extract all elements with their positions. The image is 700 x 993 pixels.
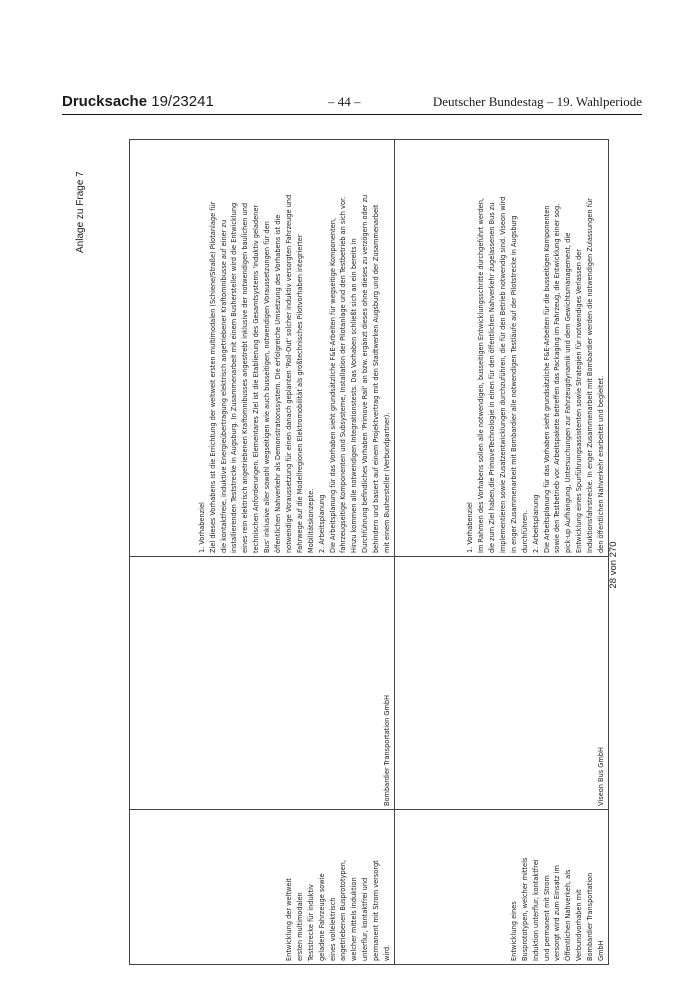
rotated-page-content [75,140,640,965]
text-line: GmbH [597,940,606,961]
text-line: Ziel dieses Vorhabens ist die Errichtung der weltweit ersten multimodalen (Schiene/Straße) Pilotanlage für [208,201,217,553]
page-count: 28 von 270 [608,541,619,589]
text-line: Öffentlichen Nahverkeh, als [564,869,573,961]
text-line: eines vollelektrisch [328,897,337,961]
text-line: versorgt wird zum Einsatz im [553,865,562,961]
text-line: pick-up Aufhängung, Untersuchungen zur Fahrzeugdynamik und dem Gewichtsmanagement, die [564,232,573,553]
partner-cell [130,557,395,810]
project-description [465,143,607,553]
description-cell [130,140,395,557]
description-cell [395,140,609,557]
project-title-cell [395,810,609,965]
text-line: geladene Fahrzeuge sowie [317,873,326,961]
text-line: 1. Vorhabenziel [197,502,206,553]
running-header [62,93,642,113]
header-rule [62,114,642,115]
publication-label [62,93,214,110]
text-line: Fahrwege auf die Modellregionen Elektromobilität als großtechnisches Pilotvorhaben integrierter [295,234,304,553]
text-line: 1. Vorhabenziel [466,502,475,553]
text-line: mit einem Bushersteller (Verbundpartner). [383,412,392,553]
parliament-label: Deutscher Bundestag – 19. Wahlperiode [432,94,642,109]
text-line: 2. Arbeitsplanung [531,494,540,553]
partner-cell [395,557,609,810]
text-line: wird. [383,944,392,961]
table-row [395,140,609,965]
text-line: Die Arbeitsplanung für das Vorhaben sieht grundsätzliche F&E-Arbeiten für die busseitigen Komponenten [542,205,551,553]
text-line: permanent mit Strom versorgt [372,860,381,961]
projects-table [129,139,609,965]
text-line: den öffentlichen Nahverkehr erarbeitet und begleitet. [597,375,606,553]
text-line: ersten multimodalen [295,892,304,961]
text-line: sowie den Testbetrieb vor. Arbeitspakete betreffen das Packaging im Fahrzeug, die Entwicklung einer sog. [553,203,562,553]
text-line: Bus' inklusive aller sowohl wegseitigen wie auch busseitigen, notwendigen Voraussetzungen für den [263,221,272,553]
text-line: durchführen. [520,510,529,553]
table-row [130,140,395,965]
project-title-cell [130,810,395,965]
text-line: installierenden Teststrecke in Augsburg. In Zusammenarbeit mit einem Bushersteller wird die Entwicklung [230,202,239,553]
project-description [197,143,393,553]
project-title [509,813,607,961]
text-line: Im Rahmen des Vorhabens sollen alle notwendigen, busseitigen Entwicklungsschritte durchgeführt werden, [477,197,486,553]
text-line: Bombardier Transportation [586,872,595,961]
text-line: technischen Anforderungen. Elementares Ziel ist die Etablierung des Gesamtsystems 'induktiv geladener [252,204,261,553]
text-line: Verbundvorhaben mit [575,889,584,961]
text-line: eines rein elektrisch angetriebenen Kraftomnibusses angestrebt inklusive der notwendigen baulichen und [241,202,250,553]
text-line: fahrzeugseitige Komponenten und Subsysteme, Installation der Pilotanlage und den Testbetrieb an sich vor. [339,196,348,553]
text-line: Hinzu kommen alle notwendigen Integrationstests. Das Vorhaben schließt sich an ein bereits in [350,238,359,553]
text-line: Entwicklung eines Spurführungsassistenten sowie Strategien für notwendiges Verlassen der [575,249,584,553]
text-line: Induktion unterflur, kontaktfrei [531,859,540,961]
text-line: Busprototypen, welcher mittels [520,857,529,961]
text-line: Die Arbeitsplanung für das Vorhaben sieht grundsätzliche F&E-Arbeiten für wegseitige Komponenten, [328,217,337,553]
text-line: angetriebenen Busprototypen, [339,860,348,961]
text-line: unterflur, kontaktfrei und [361,877,370,961]
text-line: Durchführung befindliches Vorhaben 'Primove Rail' an bzw. ergänzt dieses ohne dieses zu verzögern oder zu [361,194,370,553]
text-line: die zum Ziel haben,die PrimoveTechnologie in einen für den öffentlichen Nahverkehr zugelassenen Bus zu [488,202,497,553]
text-line: in enger Zusammenarbeit mit Bombardier alle notwendigen Testläufe auf der Pilotstrecke in Augsburg [509,215,518,553]
text-line: 2. Arbeitsplanung [317,494,326,553]
text-line: Induktionsfahrstrecke. In enger Zusammenarbeit mit Bombardier werden die notwendigen Zulassungen für [586,198,595,553]
text-line: Teststrecke für induktiv [306,884,315,961]
publication-number: 19/23241 [151,93,214,110]
text-line: implementieren sowie Zusatzentwicklungen durchzuführen, die für den Betrieb notwendig sind. Viseon wird [498,196,507,553]
partner-name: Bombardier Transportation GmbH [383,694,392,806]
text-line: die kontaktfreie, induktive Energieübertragung elektrisch angetriebener Kraftomnibusse auf einer zu [219,219,228,553]
page-number: – 44 – [328,94,361,109]
text-line: und permanent mit Strom [542,875,551,961]
text-line: notwendige Voraussetzung für einen danach geplanten 'Roll-Out' solcher induktiv versorgten Fahrzeuge und [284,194,293,553]
partner-name: Viseon Bus GmbH [597,747,606,806]
text-line: behindern und basiert auf einem Projektvertrag mit den Stadtwerken Augsburg und der Zusammenarbeit [372,204,381,553]
text-line: Entwicklung der weltweit [284,878,293,961]
annex-label: Anlage zu Frage 7 [75,171,86,253]
text-line: welcher mittels induktion [350,877,359,961]
text-line: öffentlichen Nahverkehr als Demonstrationssystem. Die erfolgreiche Umsetzung des Vorhabens ist die [274,214,283,553]
text-line: Mobilitätskonzepte. [306,488,315,553]
project-title [284,813,393,961]
publication-type: Drucksache [62,93,148,110]
text-line: Entwicklung eines [509,901,518,961]
